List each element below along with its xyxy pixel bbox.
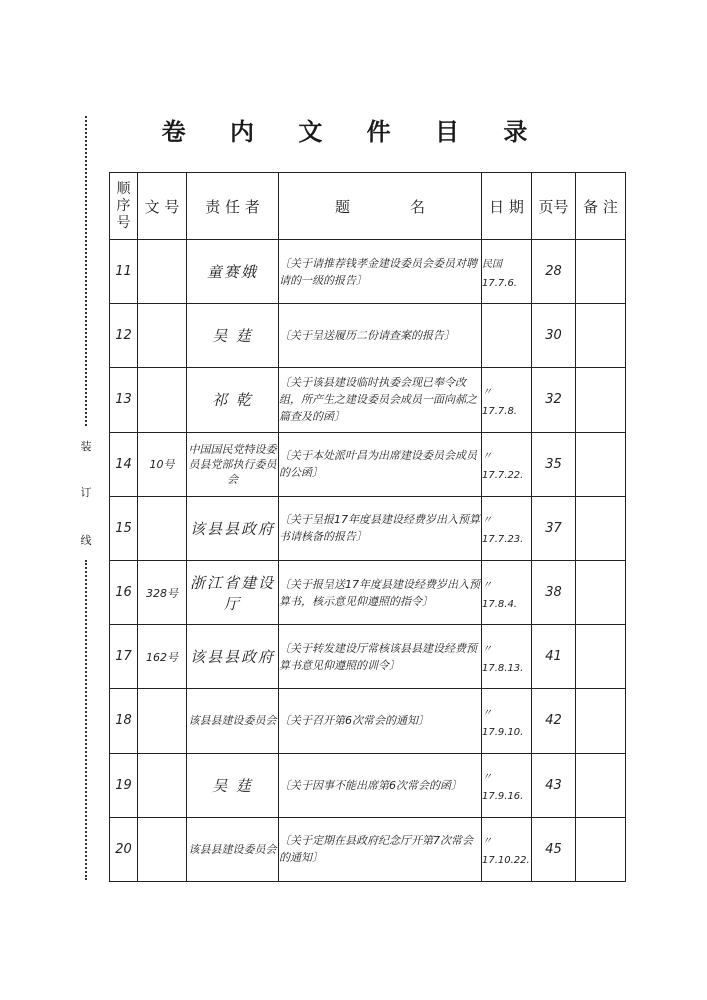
binding-margin (80, 112, 92, 884)
subject-cell: 〔关于呈报17年度县建设经费岁出入预算书请核备的报告〕 (279, 496, 482, 560)
seq-cell: 15 (110, 496, 138, 560)
header-subject: 题 名 (279, 173, 482, 240)
docno-cell (138, 753, 187, 817)
header-date: 日 期 (482, 173, 532, 240)
seq-cell: 14 (110, 432, 138, 496)
note-cell (576, 240, 626, 304)
seq-cell: 11 (110, 240, 138, 304)
date-cell (482, 432, 532, 496)
subject-cell: 〔关于该县建设临时执委会现已奉令改组，所产生之建设委员会成员一面向郝之篇查及的函〕 (279, 368, 482, 432)
date-value: 17.8.13. (482, 662, 524, 674)
docno-cell (138, 817, 187, 881)
responsible-cell: 该县县政府 (187, 625, 279, 689)
table-row (110, 304, 626, 368)
date-ditto: 〃 (482, 836, 492, 848)
seq-cell: 17 (110, 625, 138, 689)
page-cell: 45 (532, 817, 576, 881)
seq-cell: 16 (110, 560, 138, 624)
note-cell (576, 817, 626, 881)
date-cell (482, 368, 532, 432)
responsible-cell: 浙江省建设厅 (187, 560, 279, 624)
seq-cell: 12 (110, 304, 138, 368)
date-value: 17.7.23. (482, 534, 524, 546)
date-value: 17.7.22. (482, 470, 524, 482)
date-cell (482, 560, 532, 624)
docno-cell: 328号 (138, 560, 187, 624)
date-cell (482, 689, 532, 753)
subject-cell: 〔关于呈送履历二份请查案的报告〕 (279, 304, 482, 368)
docno-cell (138, 304, 187, 368)
date-ditto: 〃 (482, 707, 492, 719)
page-cell: 42 (532, 689, 576, 753)
page-cell: 30 (532, 304, 576, 368)
binding-dotted-line-bottom (85, 560, 87, 880)
binding-dotted-line-top (85, 116, 87, 426)
date-ditto: 〃 (482, 579, 492, 591)
date-cell (482, 240, 532, 304)
note-cell (576, 368, 626, 432)
note-cell (576, 560, 626, 624)
file-catalog-table (109, 172, 626, 882)
date-ditto: 〃 (482, 515, 492, 527)
page-cell: 32 (532, 368, 576, 432)
seq-cell: 13 (110, 368, 138, 432)
subject-cell: 〔关于召开第6次常会的通知〕 (279, 689, 482, 753)
responsible-cell: 中国国民党特设委员县党部执行委员会 (187, 432, 279, 496)
header-page: 页号 (532, 173, 576, 240)
date-cell (482, 753, 532, 817)
page-cell: 38 (532, 560, 576, 624)
date-value: 17.10.22. (482, 855, 530, 867)
page-cell: 37 (532, 496, 576, 560)
date-value: 17.9.10. (482, 726, 524, 738)
table-row (110, 496, 626, 560)
seq-cell: 19 (110, 753, 138, 817)
date-ditto: 〃 (482, 451, 492, 463)
date-ditto: 〃 (482, 386, 492, 398)
seq-cell: 18 (110, 689, 138, 753)
table-row (110, 240, 626, 304)
note-cell (576, 625, 626, 689)
date-cell (482, 625, 532, 689)
table-row (110, 432, 626, 496)
note-cell (576, 304, 626, 368)
table-row (110, 560, 626, 624)
date-cell (482, 304, 532, 368)
responsible-cell: 祁 乾 (187, 368, 279, 432)
page-title: 卷 内 文 件 目 录 (161, 118, 546, 146)
responsible-cell: 该县县建设委员会 (187, 689, 279, 753)
date-cell (482, 817, 532, 881)
table-row (110, 817, 626, 881)
date-value: 17.7.8. (482, 405, 517, 417)
binding-char-xian: 线 (80, 534, 92, 547)
responsible-cell: 该县县政府 (187, 496, 279, 560)
responsible-cell: 吴 莛 (187, 753, 279, 817)
table-row (110, 689, 626, 753)
note-cell (576, 432, 626, 496)
date-cell (482, 496, 532, 560)
docno-cell (138, 240, 187, 304)
header-seq: 顺序号 (110, 173, 138, 240)
page-cell: 43 (532, 753, 576, 817)
table-row (110, 625, 626, 689)
note-cell (576, 496, 626, 560)
binding-char-zhuang: 装 (80, 440, 92, 453)
docno-cell: 162号 (138, 625, 187, 689)
header-responsible: 责 任 者 (187, 173, 279, 240)
note-cell (576, 689, 626, 753)
date-ditto: 〃 (482, 772, 492, 784)
page-cell: 41 (532, 625, 576, 689)
header-note: 备 注 (576, 173, 626, 240)
page-cell: 28 (532, 240, 576, 304)
header-row (110, 173, 626, 240)
seq-cell: 20 (110, 817, 138, 881)
subject-cell: 〔关于报呈送17年度县建设经费岁出入预算书，核示意见仰遵照的指令〕 (279, 560, 482, 624)
table-row (110, 368, 626, 432)
date-value: 17.8.4. (482, 598, 517, 610)
docno-cell (138, 689, 187, 753)
header-docno: 文 号 (138, 173, 187, 240)
subject-cell: 〔关于定期在县政府纪念厅开第7次常会的通知〕 (279, 817, 482, 881)
subject-cell: 〔关于因事不能出席第6次常会的函〕 (279, 753, 482, 817)
note-cell (576, 753, 626, 817)
subject-cell: 〔关于转发建设厅常核该县县建设经费预算书意见仰遵照的训令〕 (279, 625, 482, 689)
date-ditto: 〃 (482, 643, 492, 655)
subject-cell: 〔关于请推荐钱孝金建设委员会委员对聘请的一级的报告〕 (279, 240, 482, 304)
date-value: 17.7.6. (482, 277, 517, 289)
date-ditto: 民国 (482, 258, 502, 270)
page-cell: 35 (532, 432, 576, 496)
responsible-cell: 吴 莛 (187, 304, 279, 368)
responsible-cell: 该县县建设委员会 (187, 817, 279, 881)
date-value: 17.9.16. (482, 791, 524, 803)
table-row (110, 753, 626, 817)
binding-char-ding: 订 (80, 486, 92, 499)
docno-cell: 10号 (138, 432, 187, 496)
docno-cell (138, 496, 187, 560)
docno-cell (138, 368, 187, 432)
responsible-cell: 童赛娥 (187, 240, 279, 304)
subject-cell: 〔关于本处派叶昌为出席建设委员会成员的公函〕 (279, 432, 482, 496)
